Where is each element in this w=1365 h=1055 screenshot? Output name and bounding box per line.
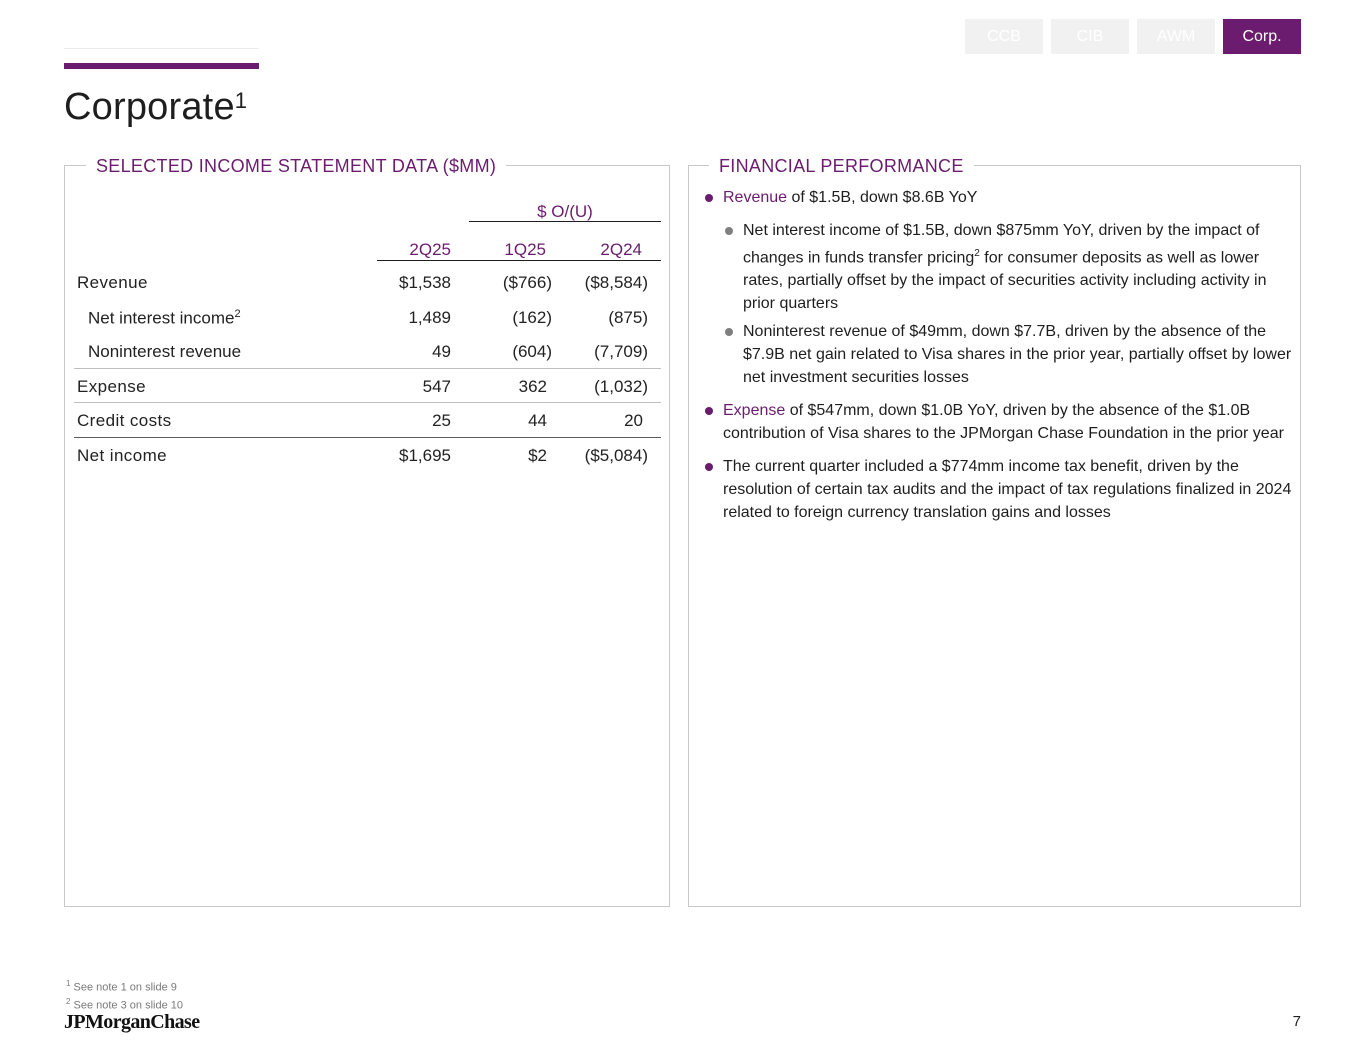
cell-2q24: (7,709) — [594, 342, 648, 361]
bullet-highlight: Revenue — [723, 189, 788, 206]
sub-bullet-noninterest-revenue — [723, 320, 1293, 389]
bullet-text-cont: for consumer deposits as well as lower rates, partially offset by the impact of securities activity including activity in prior quarters — [743, 249, 1267, 313]
bullet-footnote-ref: 2 — [974, 248, 980, 259]
footnote-text: See note 3 on slide 10 — [73, 999, 183, 1012]
income-statement-panel — [64, 156, 670, 907]
page-title-text: Corporate — [64, 86, 235, 128]
variance-header: $ O/(U) — [537, 202, 593, 221]
cell-2q24: ($8,584) — [584, 273, 648, 292]
row-label: Credit costs — [77, 411, 172, 430]
tab-corp[interactable]: Corp. — [1223, 19, 1301, 54]
title-divider-thin — [64, 48, 259, 49]
variance-header-rule — [469, 221, 661, 222]
bullet-highlight: Expense — [723, 402, 786, 420]
bullet-text: Noninterest revenue of $49mm, down $7.7B, driven by the absence of the $7.9B net gain related to Visa shares in the prior year, partially offset by lower net investment securities losses — [743, 323, 1292, 387]
page-title — [64, 86, 247, 129]
tab-ccb[interactable]: CCB — [965, 19, 1043, 54]
bullet-dot-icon — [705, 407, 713, 415]
column-header-2q25: 2Q25 — [409, 240, 451, 259]
row-label: Expense — [77, 377, 146, 396]
cell-2q25: 49 — [432, 342, 451, 361]
jpmorganchase-logo: JPMorganChase — [64, 1011, 200, 1033]
performance-panel-title: FINANCIAL PERFORMANCE — [709, 156, 974, 176]
bullet-text: of $1.5B, down $8.6B YoY — [787, 189, 978, 206]
cell-2q24: 20 — [624, 411, 643, 430]
title-accent-bar — [64, 63, 259, 69]
cell-2q25: 547 — [422, 377, 451, 396]
tab-cib[interactable]: CIB — [1051, 19, 1129, 54]
footnote-item — [66, 977, 183, 995]
row-label: Noninterest revenue — [88, 342, 242, 361]
column-header-rule — [377, 260, 661, 261]
cell-2q25: $1,695 — [399, 446, 451, 465]
segment-tabs — [965, 19, 1301, 54]
cell-2q25: $1,538 — [399, 273, 451, 292]
row-label — [88, 308, 241, 329]
cell-2q24: (1,032) — [594, 377, 648, 396]
sub-bullet-dot-icon — [725, 227, 733, 235]
table-row-noninterest-revenue — [74, 334, 661, 368]
sub-bullet-dot-icon — [725, 328, 733, 336]
bullet-text: of $547mm, down $1.0B YoY, driven by the absence of the $1.0B contribution of Visa shares to the JPMorgan Chase Foundation in the prior year — [723, 402, 1284, 443]
bullet-dot-icon — [705, 463, 713, 471]
bullet-revenue — [703, 186, 1293, 209]
tab-awm[interactable]: AWM — [1137, 19, 1215, 54]
sub-bullet-net-interest-income — [723, 219, 1293, 315]
row-label: Revenue — [77, 273, 148, 292]
cell-1q25: (162) — [512, 308, 552, 327]
bullet-expense — [703, 399, 1293, 445]
footnote-number: 2 — [66, 996, 71, 1006]
table-row-net-income — [74, 438, 661, 472]
footnote-number: 1 — [66, 979, 71, 988]
footnotes — [66, 977, 183, 1012]
cell-1q25: 362 — [518, 377, 547, 396]
financial-performance-panel — [688, 156, 1301, 907]
cell-1q25: ($766) — [502, 273, 552, 292]
table-row-revenue — [74, 265, 661, 299]
bullet-dot-icon — [705, 194, 713, 202]
cell-1q25: 44 — [528, 411, 547, 430]
footnote-item — [66, 995, 183, 1013]
income-panel-title: SELECTED INCOME STATEMENT DATA ($MM) — [86, 156, 506, 176]
row-label-text: Net interest income — [88, 308, 235, 328]
bullet-tax-benefit — [703, 455, 1293, 524]
cell-2q24: (875) — [608, 308, 648, 327]
row-label: Net income — [77, 446, 167, 465]
footnote-text: See note 1 on slide 9 — [73, 981, 177, 994]
cell-2q24: ($5,084) — [584, 446, 648, 465]
page-number: 7 — [1292, 1013, 1301, 1030]
table-row-credit-costs — [74, 403, 661, 437]
bullet-text: Net interest income of $1.5B, down $875mm YoY, driven by the impact of changes in funds transfer pricing — [743, 222, 1260, 267]
cell-2q25: 25 — [432, 411, 451, 430]
column-header-2q24: 2Q24 — [600, 240, 642, 259]
table-row-net-interest-income — [74, 300, 661, 334]
column-header-1q25: 1Q25 — [504, 240, 546, 259]
cell-1q25: $2 — [528, 446, 547, 465]
bullet-text: The current quarter included a $774mm income tax benefit, driven by the resolution of certain tax audits and the impact of tax regulations finalized in 2024 related to foreign currency translation gains and losses — [723, 458, 1292, 522]
table-row-expense — [74, 369, 661, 403]
cell-1q25: (604) — [512, 342, 552, 361]
performance-bullets — [703, 186, 1293, 534]
row-label-footnote-ref: 2 — [234, 308, 241, 320]
page-title-footnote-ref: 1 — [234, 88, 248, 113]
cell-2q25: 1,489 — [408, 308, 451, 327]
